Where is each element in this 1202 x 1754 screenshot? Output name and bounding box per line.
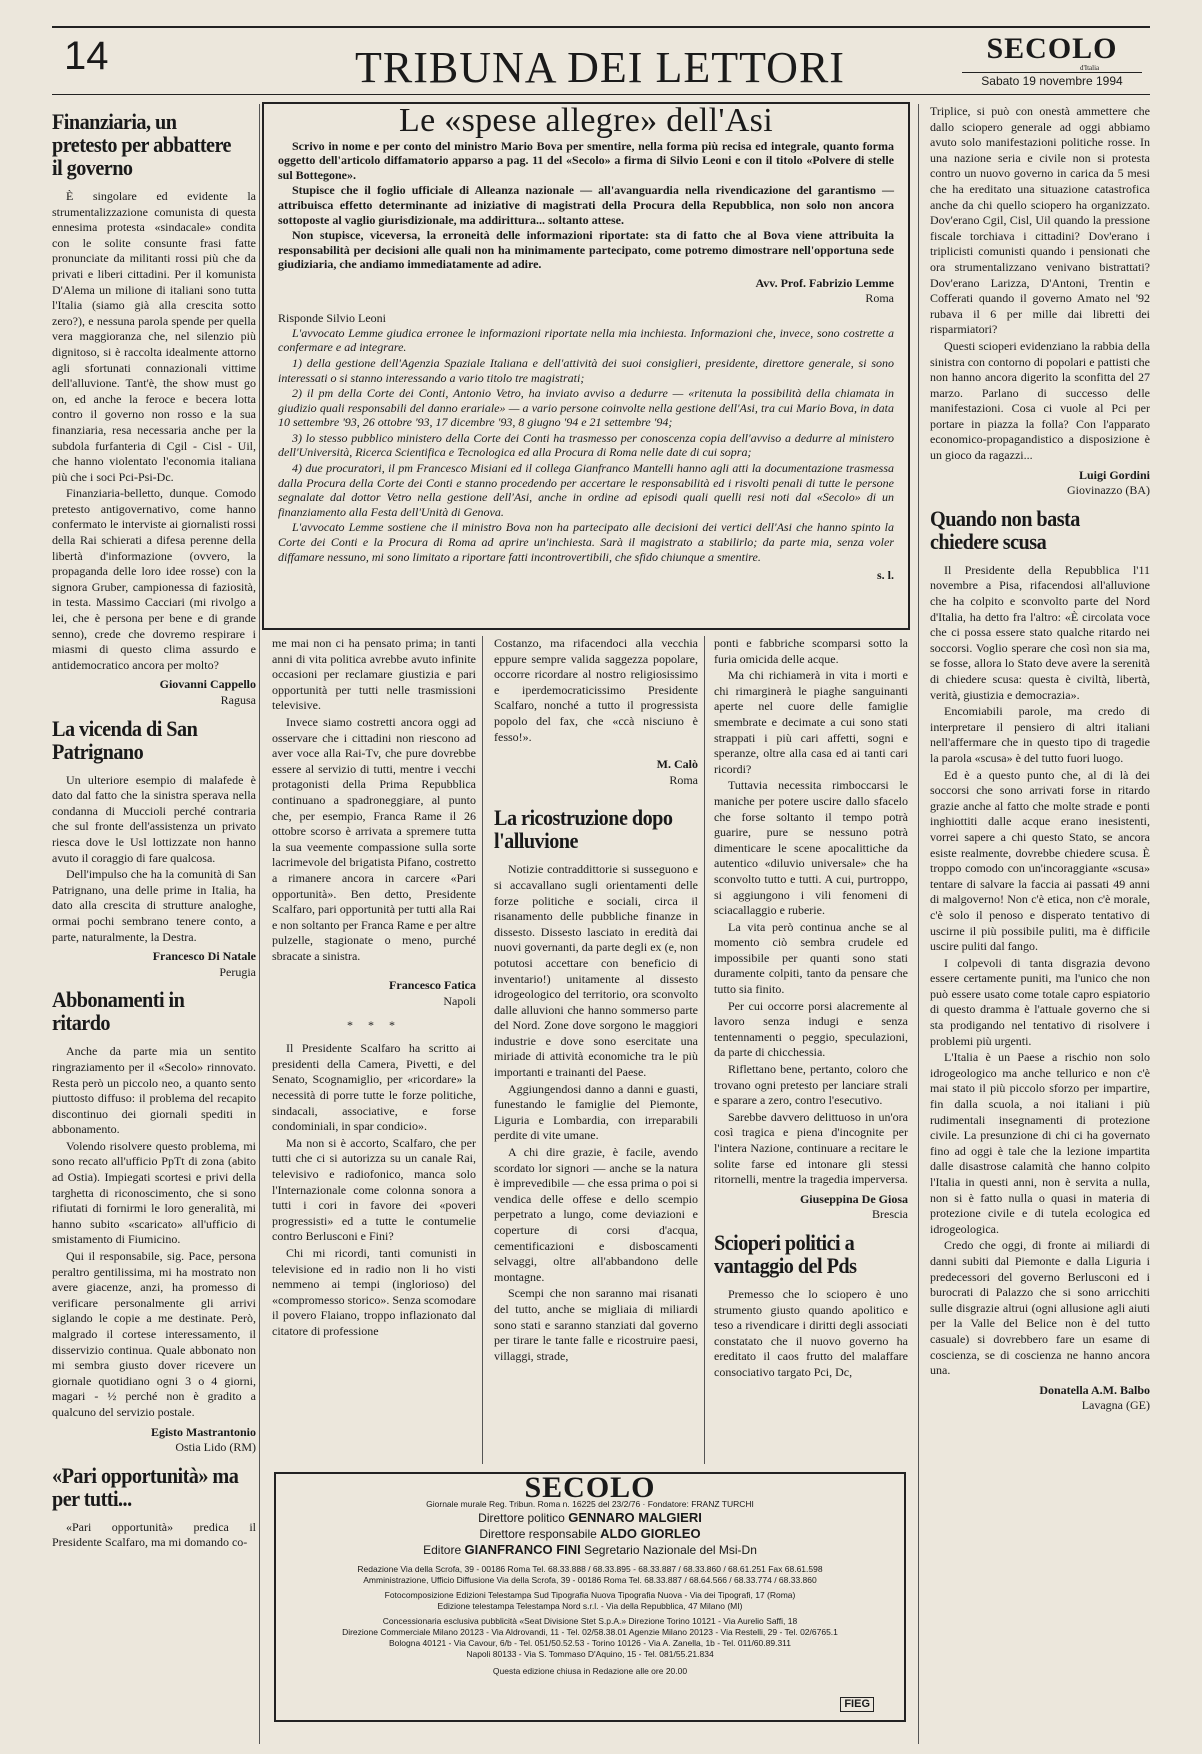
colophon-registration: Giornale murale Reg. Tribun. Roma n. 16225 del 23/2/76 · Fondatore: FRANZ TURCHI: [426, 1499, 754, 1509]
paragraph: Scrivo in nome e per conto del ministro Mario Bova per smentire, nella forma più recisa ed integrale, quanto forma oggetto dell'articolo diffamatorio apparso a pag. 11 del «Secolo» a firma di Silvio Leoni e con il titolo «Polvere di stelle sul Bottegone».: [278, 138, 894, 182]
paragraph: A chi dire grazie, è facile, avendo scordato lor signori — anche se la natura è imprevedibile — che essa prima o poi si vendica delle offese e dello scempio perpetrato a lungo, come deviazioni e coperture di corsi d'acqua, cementificazioni e disboscamenti selvaggi, oltre all'abbandono delle montagne.: [494, 1145, 698, 1284]
boxed-article-intro: [278, 139, 894, 272]
paragraph: Volendo risolvere questo problema, mi sono recato all'ufficio PpTt di zona (abito ad Ostia). Impiegati scortesi e privi della targhetta di riconoscimento, che si sono rifiutati di fornirmi le loro generalità, mi hanno subito «scaricato» all'ufficio di smistamento di Fiumicino.: [52, 1138, 256, 1247]
headline-scioperi: Scioperi politici a vantaggio del Pds: [714, 1229, 857, 1278]
paragraph: Ma chi richiamerà in vita i morti e chi rimarginerà le piaghe sanguinanti aperte nel cuore delle famiglie smembrate e decimate a cui sono stati strappati i più cari affetti, sogni e speranze, oltre alla casa ed ai tanti cari ricordi?: [714, 668, 908, 776]
colophon-resp-director: [290, 1526, 890, 1542]
paragraph: Sarebbe davvero delittuoso in un'ora così tragica e piena d'incognite per l'intera Nazione, continuare a recitare le solite farse ed intonare gli stessi ritornelli, mentre la tragedia imperversa.: [714, 1109, 908, 1187]
colophon-director: [290, 1510, 890, 1526]
editor-name: GIANFRANCO FINI: [464, 1542, 581, 1557]
paragraph: Costanzo, ma rifacendoci alla vecchia eppure sempre valida saggezza popolare, occorre ricordare al nostro religiosissimo e iperdemocraticissimo Presidente Scalfaro, nonché a tutto il progressista popolo del fax, che «ccà nisciuno è fesso!».: [494, 636, 698, 744]
letter-body: [52, 189, 256, 673]
top-rule: [52, 26, 1150, 28]
section-title: TRIBUNA DEI LETTORI: [355, 43, 845, 92]
boxed-article-asi: [262, 102, 910, 630]
boxed-article-reply: [278, 326, 894, 565]
editor-label: Editore: [423, 1543, 462, 1557]
headline-ricostruzione: La ricostruzione dopo l'alluvione: [494, 805, 673, 854]
colophon-line: Fotocomposizione Edizioni Telestampa Sud Tipografia Nuova Tipografia Nuova - Via dei Tipografi, 17 (Roma): [384, 1590, 796, 1600]
colophon-logo: SECOLO: [524, 1472, 656, 1504]
letter-city: Roma: [865, 290, 894, 305]
colophon-line: Amministrazione, Ufficio Diffusione Via della Scrofa, 39 - 00186 Roma Tel. 68.33.887 / 68.64.566 / 68.33.774 / 68.33.860: [363, 1575, 817, 1585]
letter-signature: Egisto Mastrantonio: [151, 1424, 256, 1439]
colophon-line: Direzione Commerciale Milano 20123 - Via Aldrovandi, 11 - Tel. 02/58.38.01 Agenzie Milano 20123 - Via Restelli, 29 - Tel. 02/6765.1: [342, 1627, 838, 1637]
paragraph: Un ulteriore esempio di malafede è dato dal fatto che la sinistra sperava nella condanna di Muccioli perché contraria che sul fronte dell'assistenza un privato riesca dove le Usl lottizzate non hanno avuto il coraggio di fare qualcosa.: [52, 772, 256, 865]
paragraph: Tuttavia necessita rimboccarsi le maniche per potere uscire dallo sfacelo che forse soltanto il tempo potrà guarire, pure se nessuno potrà dimenticare le scene apocalittiche da autentico «diluvio universale» che ha sconvolto tutto e tutti. A cui, purtroppo, si aggiungono i vili fenomeni di sciacallaggio e ruberie.: [714, 778, 908, 918]
response-label: Risponde Silvio Leoni: [278, 311, 386, 326]
headline-abbonamenti: Abbonamenti in ritardo: [52, 987, 185, 1036]
letter-city: Roma: [669, 772, 698, 787]
reply-signature: s. l.: [876, 568, 894, 583]
paragraph: È singolare ed evidente la strumentalizzazione comunista di questa ennesima protesta «sindacale» condita con le solite consunte frasi fatte pronunciate da militanti rossi più che da privati e liberi cittadini. Per il komunista D'Alema un milione di italiani sono tutta l'Italia (siamo già alla crescita sotto zero?), e nessuna parola spende per quella vera maggioranza che, nel silenzio più dignitoso, si è raccolta idealmente attorno agli sfortunati connazionali vittime dell'alluvione. Tant'è, the show must go on, ed anche la feroce e becera lotta contro il governo non rosso e la sua finanziaria, resa necessaria anche per la subdola furfanteria di Cgil - Cisl - Uil, che hanno violentato l'economia italiana più che i soci Pci-Psi-Dc.: [52, 189, 256, 484]
letter-signature: Giuseppina De Giosa: [799, 1191, 908, 1206]
resp-name: ALDO GIORLEO: [600, 1526, 701, 1541]
headline-finanziaria: Finanziaria, un pretesto per abbattere il governo: [52, 109, 231, 180]
colophon-closing: Questa edizione chiusa in Redazione alle ore 20.00: [492, 1666, 688, 1676]
paragraph: Dell'impulso che ha la comunità di San Patrignano, una delle prime in Italia, ha dato alla crescita di strutture analoghe, ormai pochi sembrano tenere conto, a parte, naturalmente, la Destra.: [52, 867, 256, 944]
headline-quando-non-basta: Quando non basta chiedere scusa: [930, 505, 1080, 554]
paragraph: Ed è a questo punto che, al di là dei soccorsi che sono arrivati forse in ritardo grazie anche al fatto che molte strade e ponti inghiottiti dalle acque erano inesistenti, vorrei sapere a chi questo Stato, se ancora esiste realmente, dovrebbe chiedere scusa. È troppo comodo con un'incoraggiante «scusa» tentare di salvare la faccia ai passati 49 anni di malgoverno! Non c'è etica, non c'è morale, c'è solo il penoso e disperato tentativo di uscirne il più possibile puliti, ma è difficile uscire puliti dal fango.: [930, 767, 1150, 954]
paragraph: Non stupisce, viceversa, la erroneità delle informazioni riportate: sta di fatto che al Bova viene attribuita la responsabilità per decisioni alle quali non ha minimamente partecipato, come potremo dimostrare nell'opportuna sede giudiziaria, che andiamo immediatamente ad adire.: [278, 228, 894, 272]
colophon-line: Concessionaria esclusiva pubblicità «Seat Divisione Stet S.p.A.» Direzione Torino 10121 - Via Aurelio Saffi, 18: [382, 1616, 798, 1626]
paragraph: La vita però continua anche se al momento ciò sembra crudele ed impossibile per quanti sono stati duramente colpiti, tanto da pensare che tutto sia finito.: [714, 919, 908, 997]
paragraph: Riflettano bene, pertanto, coloro che trovano ogni pretesto per lanciare strali e sparare a zero, contro l'esecutivo.: [714, 1062, 908, 1108]
paragraph: «Pari opportunità» predica il Presidente Scalfaro, ma mi domando co-: [52, 1519, 256, 1550]
paragraph: Notizie contraddittorie si susseguono e si accavallano sugli orientamenti delle forze politiche e sociali, circa il risanamento delle pubbliche finanze in dissesto. Dissesto lasciato in eredità dai nuovi governanti, da parte degli ex (e, non potutosi accettare con beneficio di inventario!) unitamente al dissesto idrogeologico del territorio, ora sconvolto dalle alluvioni che hanno sommerso parte del Nord. Zone dove sorgono le maggiori industrie e dove sono esercitate una miriade di attività economiche tra le più importanti e trainanti del Paese.: [494, 862, 698, 1080]
colophon-line: Bologna 40121 - Via Cavour, 6/b - Tel. 051/50.52.53 - Torino 10126 - Via A. Zanella, 1b - Tel. 011/60.89.311: [389, 1638, 791, 1648]
column-rule: [259, 104, 260, 1744]
letter-signature: Francesco Fatica: [389, 978, 476, 993]
paragraph: 3) lo stesso pubblico ministero della Corte dei Conti ha trasmesso per conoscenza copia dell'avviso a dedurre al ministero dell'Università, Ricerca Scientifica e Tecnologica ed alla Procura di Roma nelle date di cui sopra;: [278, 430, 894, 460]
paragraph: Finanziaria-belletto, dunque. Comodo pretesto antigovernativo, come hanno confermato le interviste ai giornalisti rossi della Rai schierati a difesa perenne della libertà d'informazione (ovvero, la propaganda delle loro idee rosse) con la signora Gruber, campionessa di faziosità, in testa. Massimo Cacciari (mi rivolgo a lei, che è persona per bene e di grande senno), crede che dovremo respirare i miasmi di questo clima assurdo e antidemocratico ancora per molto?: [52, 486, 256, 672]
separator-stars: * * *: [347, 1017, 401, 1032]
paragraph: Invece siamo costretti ancora oggi ad osservare che i cittadini non riescono ad aver voce alla Rai-Tv, che pure dovrebbe essere al servizio di tutti, mentre i vecchi protagonisti della Prima Repubblica continuano a spadroneggiare, al punto che, per esempio, Franca Rame il 26 ottobre scorso è arrivata a spremere tutta la sua veemente compassione sulla sorte lacrimevole del brigatista Pifano, costretto a rimanere ancora in carcere «Pari opportunità». Ben detto, Presidente Scalfaro, pari opportunità per tutti alla Rai e non soltanto per Franca Rame e per altre pulzelle, stagionate o meno, purché sbracate a sinistra.: [272, 714, 476, 963]
paragraph: Per cui occorre porsi alacremente al lavoro senza indugi e senza tentennamenti o peggio, speculazioni, da parte di chicchessia.: [714, 998, 908, 1060]
paragraph: me mai non ci ha pensato prima; in tanti anni di vita politica avrebbe avuto infinite occasioni per reclamare giustizia e pari opportunità per tutti nelle trasmissioni televisive.: [272, 636, 476, 713]
colophon-line: Redazione Via della Scrofa, 39 - 00186 Roma Tel. 68.33.888 / 68.33.895 - 68.33.887 / 68.33.860 / 68.61.251 Fax 68.61.598: [357, 1564, 823, 1574]
headline-san-patrignano: La vicenda di San Patrignano: [52, 715, 198, 764]
paragraph: L'avvocato Lemme giudica erronee le informazioni riportate nella mia inchiesta. Informazioni che, invece, sono costrette a confermare e ad integrare.: [278, 325, 894, 355]
column-rule: [704, 636, 705, 1464]
letter-signature: Francesco Di Natale: [152, 949, 256, 964]
colophon-line: Edizione telestampa Telestampa Nord s.r.l. - Via della Repubblica, 47 Milano (MI): [437, 1601, 743, 1611]
paragraph: Ma non si è accorto, Scalfaro, che per tutti che ci si autorizza su un canale Rai, televisivo e radiofonico, manca solo l'Internazionale come colonna sonora a tutti i cori in favore dei «poveri progressisti» ed a tutte le contumelie contro Berlusconi e Fini?: [272, 1135, 476, 1244]
colophon-line: Napoli 80133 - Via S. Tommaso D'Aquino, 15 - Tel. 081/55.21.834: [466, 1649, 714, 1659]
paragraph: 2) il pm della Corte dei Conti, Antonio Vetro, ha inviato avviso a dedurre — «ritenuta la possibilità della chiamata in giudizio quali responsabili del danno erariale» — a vario persone coinvolte nella gestione dell'Asi, tra cui Mario Bova, in data 10 settembre '93, 26 ottobre '93, 17 dicembre '93, 8 giugno '94 e 21 settembre '94;: [278, 386, 894, 430]
letter-city: Brescia: [872, 1207, 908, 1222]
column-4: [714, 636, 908, 1464]
newspaper-logo: SECOLO: [986, 32, 1118, 65]
letter-city: Ragusa: [220, 693, 256, 707]
headline-pari-opportunita: «Pari opportunità» ma per tutti...: [52, 1462, 239, 1511]
letter-signature: M. Calò: [656, 757, 698, 772]
letter-signature: Luigi Gordini: [1078, 467, 1150, 482]
masthead-rule: [52, 94, 1150, 95]
boxed-article-title: Le «spese allegre» dell'Asi: [399, 102, 773, 139]
paragraph: L'Italia è un Paese a rischio non solo idrogeologico ma anche tellurico e non c'è mai stato il più piccolo sforzo per impartire, fin dalla scuola, a noi italiani i più rudimentali insegnamenti di protezione civile. La presunzione di chi ci ha governato fino ad oggi è tale che la lezione impartita dalle disastrose calamità che hanno colpito l'Italia in questi anni, non è servita a nulla, non si è fatto nulla o quasi in materia di protezione civile e di tutela ecologica ed idrogeologica.: [930, 1050, 1150, 1236]
letter-signature: Avv. Prof. Fabrizio Lemme: [755, 275, 894, 290]
director-name: GENNARO MALGIERI: [568, 1510, 702, 1525]
paragraph: ponti e fabbriche scomparsi sotto la furia omicida delle acque.: [714, 636, 908, 666]
letter-signature: Donatella A.M. Balbo: [1039, 1382, 1150, 1397]
letter-city: Napoli: [443, 994, 476, 1009]
column-1: [52, 104, 256, 1744]
paragraph: L'avvocato Lemme sostiene che il ministro Bova non ha partecipato alle decisioni dei vertici dell'Asi che hanno spinto la Corte dei Conti e la Procura di Roma ad aprire un'inchiesta. Sarà il magistrato a stabilirlo; da parte mia, senza voler diffamare nessuno, mi sono limitato a riportare fatti incontrovertibili, che sfido chiunque a smentire.: [278, 520, 894, 564]
director-label: Direttore politico: [478, 1511, 565, 1525]
resp-label: Direttore responsabile: [479, 1527, 597, 1541]
paragraph: Stupisce che il foglio ufficiale di Alleanza nazionale — all'avanguardia nella rivendicazione del garantismo — attribuisca effetto determinante ad iniziative di magistrati della Procura della Repubblica, non solo non ancora sottoposte al vaglio giurisdizionale, ma addirittura... soltanto attese.: [278, 183, 894, 227]
colophon-editor: [290, 1542, 890, 1558]
column-5: [930, 104, 1150, 1748]
column-3: [494, 636, 698, 1464]
letter-city: Giovinazzo (BA): [1067, 483, 1150, 498]
editor-role: Segretario Nazionale del Msi-Dn: [584, 1543, 757, 1557]
letter-city: Perugia: [219, 964, 256, 979]
paragraph: 4) due procuratori, il pm Francesco Misiani ed il collega Gianfranco Mantelli hanno agli atti la documentazione trasmessa dalla Procura della Corte dei Conti e stanno procedendo per accertare le responsabilità ed i risvolti penali di tutte le persone segnalate dal dottor Vetro nella gestione dell'Asi, anche in ordine ad episodi quali quelli resi noti dal «Secolo» di un finanziamento alla Festa dell'Unità di Genova.: [278, 461, 894, 519]
issue-date: Sabato 19 novembre 1994: [962, 72, 1142, 88]
paragraph: Scempi che non saranno mai risanati del tutto, anche se migliaia di miliardi sono stati e saranno stanziati dal governo per tirare le tante falle e ricostruire paesi, villaggi, strade,: [494, 1286, 698, 1363]
paragraph: Premesso che lo sciopero è uno strumento giusto quando apolitico e teso a rivendicare i diritti degli associati constatato che il nuovo governo ha ereditato il caos frutto del malaffare consociativo targato Pci, Dc,: [714, 1286, 908, 1379]
paragraph: Il Presidente Scalfaro ha scritto ai presidenti della Camera, Pivetti, e del Senato, Scognamiglio, per «ricordare» la necessità di porre tutte le forze politiche, sindacali, associative, e forse condominiali, in spar condicio».: [272, 1041, 476, 1134]
colophon-box: [274, 1472, 906, 1722]
paragraph: Anche da parte mia un sentito ringraziamento per il «Secolo» rinnovato. Resta però un piccolo neo, a quanto sento piuttosto diffuso: il problema del recapito discontinuo dei giornali spediti in abbonamento.: [52, 1044, 256, 1137]
letter-city: Lavagna (GE): [1081, 1398, 1150, 1413]
paragraph: Il Presidente della Repubblica l'11 novembre a Pisa, rifacendosi all'alluvione che ha colpito e sconvolto parte del Nord d'Italia, ha detto fra l'altro: «È circolata voce che ci possa essere stato qualche ritardo nei soccorsi. Voglio sperare che così non sia ma, se fosse, allora lo Stato deve avere la serenità di chiedere scusa: questa è civiltà, libertà, verità, giustizia e democrazia».: [930, 562, 1150, 702]
paragraph: Encomiabili parole, ma credo di interpretare il pensiero di altri italiani nell'affermare che in questo tipo di tragedie la parola «scusa» è del tutto fuori luogo.: [930, 704, 1150, 765]
page-number: 14: [64, 34, 109, 78]
paragraph: Questi scioperi evidenziano la rabbia della sinistra con contorno di popolari e pattisti che non hanno ancora digerito la sconfitta del 27 marzo. Parlano di successo delle manifestazioni. Cosa ci vuole al Pci per portare in piazza la folla? Con l'apparato economico-propagandistico a disposizione è un gioco da ragazzi...: [930, 338, 1150, 463]
column-rule: [482, 636, 483, 1464]
fieg-logo: FIEG: [840, 1697, 874, 1712]
paragraph: Aggiungendosi danno a danni e guasti, funestando le famiglie del Piemonte, Liguria e Lombardia, con irreparabili perdite di vite umane.: [494, 1081, 698, 1143]
paragraph: 1) della gestione dell'Agenzia Spaziale Italiana e dell'attività dei suoi consiglieri, presidente, direttore generale, si sono interessati o si stanno interessando a vario titolo tre magistrati;: [278, 355, 894, 385]
column-rule: [918, 104, 919, 1744]
column-2: [272, 636, 476, 1464]
newspaper-logo-sub: d'Italia: [1080, 64, 1100, 72]
paragraph: Triplice, si può con onestà ammettere che dallo sciopero generale ad oggi abbiamo avuto solo manifestazioni politiche rosse. In una nazione seria e civile non si protesta contro un nuovo governo in carica da 5 mesi che ha ereditato una situazione catastrofica anche da chi quello sciopero ha organizzato. Dov'erano Cgil, Cisl, Uil quando la pressione fiscale torchiava i cittadini? Dov'erano i triplicisti comunisti quando i pensionati che ora strumentalizzano venivano bistrattati? Dov'erano Larizza, D'Antoni, Trentin e Cofferati quando il governo Amato nel '92 rubava il 6 per mille dai libretti dei risparmiatori?: [930, 104, 1150, 337]
letter-signature: Giovanni Cappello: [159, 677, 256, 692]
paragraph: Credo che oggi, di fronte ai miliardi di danni subiti dal Piemonte e dalla Liguria i predecessori del governo Berlusconi ed i burocrati di Palazzo che si sono arricchiti sulle disgrazie altrui (ogni allusione agli aiuti per la Valle del Belice non è del tutto casuale) si dovrebbero fare un esame di coscienza, se di coscienza ne hanno ancora una.: [930, 1238, 1150, 1378]
paragraph: Chi mi ricordi, tanti comunisti in televisione ed in radio non li ho visti nemmeno ai tempi (inglorioso) del «compromesso storico». Senza scomodare il povero Flaiano, troppo inflazionato dal citatore di professione: [272, 1245, 476, 1338]
letter-city: Ostia Lido (RM): [175, 1440, 256, 1455]
paragraph: I colpevoli di tanta disgrazia devono essere certamente puniti, ma l'unico che non può essere usato come totale capro espiatorio di questo dramma è l'attuale governo che si sta prodigando nel tentativo di risolvere i problemi più urgenti.: [930, 955, 1150, 1048]
paragraph: Qui il responsabile, sig. Pace, persona peraltro gentilissima, mi ha mostrato non avere giacenze, anzi, ha promesso di verificare personalmente gli arrivi siglando le copie a me destinate. Però, malgrado il cortese interessamento, il disservizio continua. Quale abbonato non mi sembra giusto dover ricevere un giornale quotidiano ogni 3 o 4 giorni, magari - ½ perché non è gradito a qualcuno del servizio postale.: [52, 1249, 256, 1419]
